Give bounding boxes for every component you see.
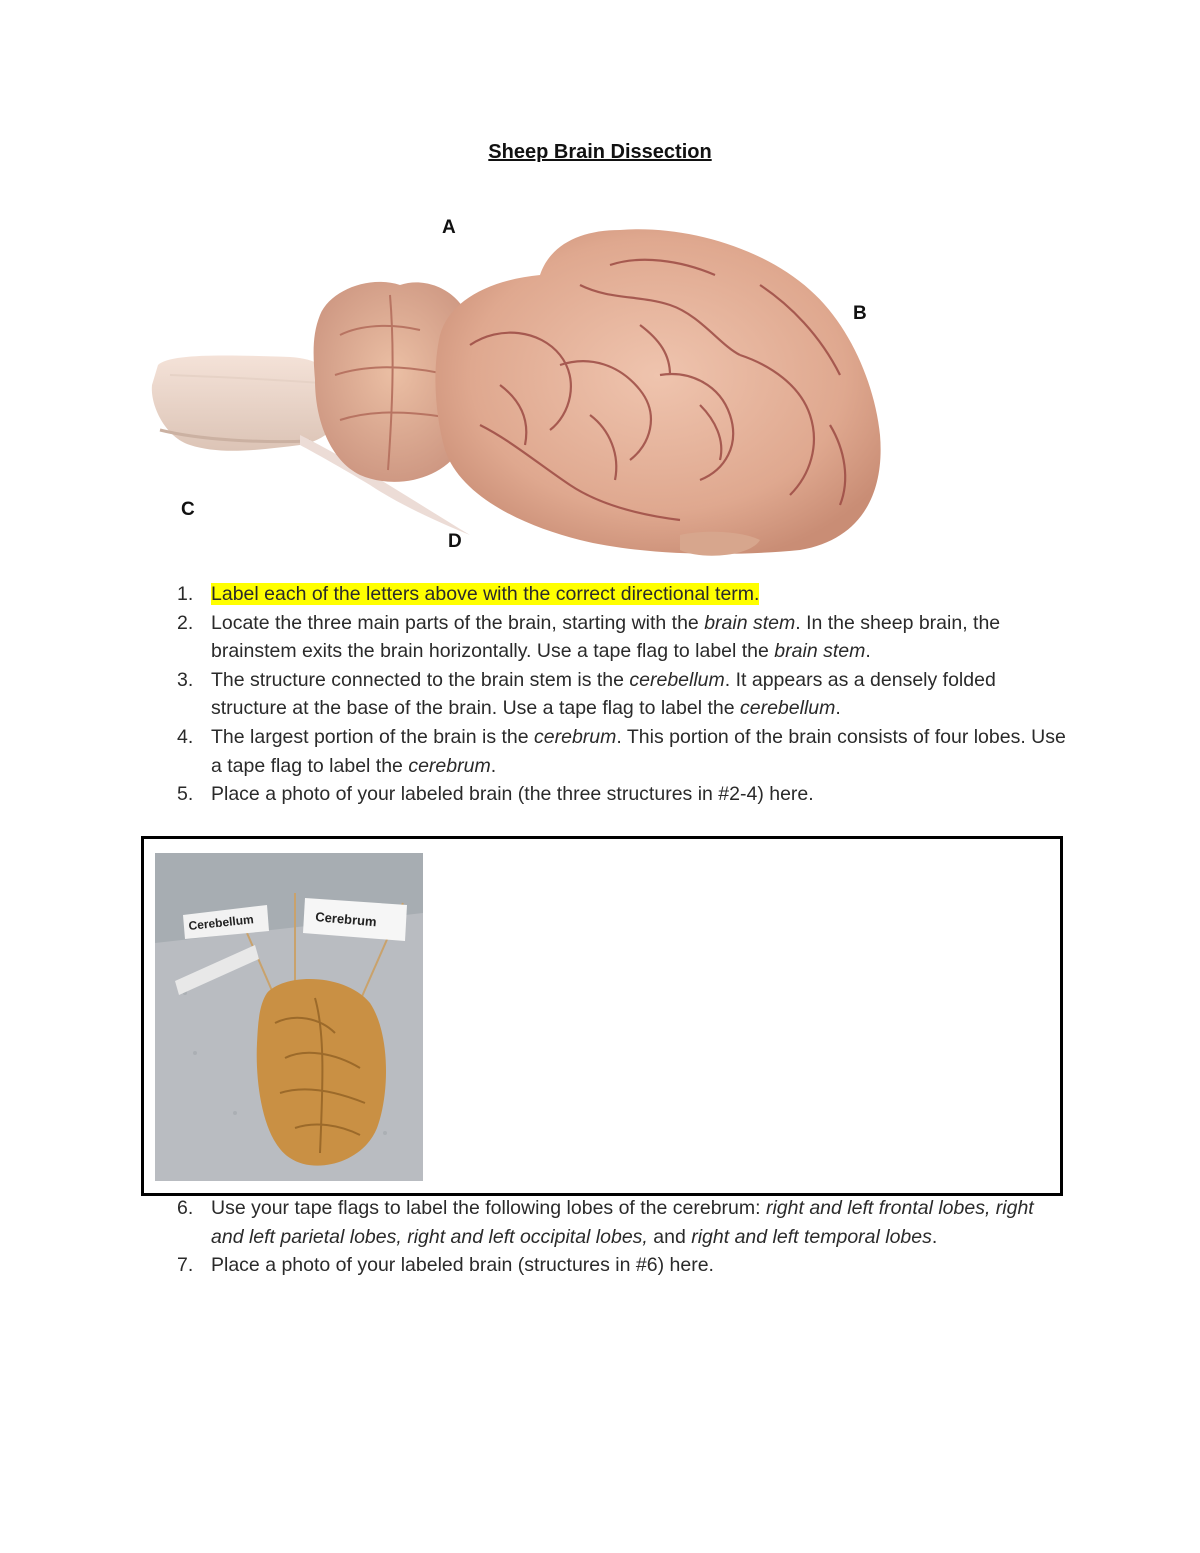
question-item <box>170 1251 1070 1280</box>
photo-answer-box <box>141 836 1063 1196</box>
question-item <box>170 780 1070 809</box>
question-number: 7. <box>177 1254 194 1277</box>
sheep-brain-figure <box>140 205 900 570</box>
label-c: C <box>181 499 195 520</box>
italic-term: brain stem <box>774 640 866 663</box>
question-text <box>211 669 996 720</box>
question-number: 1. <box>177 583 194 605</box>
italic-term: right and left frontal lobes, right and left parietal lobes, right and left occipital lobes, <box>211 1197 1034 1248</box>
question-number: 6. <box>177 1197 194 1219</box>
question-number: 4. <box>177 725 194 748</box>
flag-cerebellum-label: Cerebellum <box>187 912 255 933</box>
question-text <box>211 726 1066 777</box>
flag-cerebrum-label: Cerebrum <box>314 909 378 930</box>
cerebrum-shape <box>435 229 880 554</box>
text-segment: . <box>490 754 497 777</box>
text-segment: The structure connected to the brain stem is the <box>211 668 630 691</box>
label-d: D <box>448 531 462 552</box>
question-text <box>211 783 814 805</box>
text-segment: Place a photo of your labeled brain (structures in #6) here. <box>211 1254 714 1277</box>
text-segment: Place a photo of your labeled brain (the three structures in #2-4) here. <box>211 783 814 806</box>
italic-term: cerebellum <box>740 697 836 720</box>
text-segment: . In the sheep brain, the brainstem exits the brain horizontally. Use a tape flag to label the <box>211 611 1001 663</box>
text-segment: . <box>835 697 841 720</box>
question-item <box>170 666 1070 723</box>
question-text <box>211 612 1000 663</box>
highlighted-text <box>211 583 759 605</box>
text-segment: . This portion of the brain consists of four lobes. Use a tape flag to label the <box>211 725 1066 777</box>
document-title: Sheep Brain Dissection <box>488 141 712 163</box>
text-segment: . It appears as a densely folded structure at the base of the brain. Use a tape flag to label the <box>211 668 996 720</box>
question-item <box>170 580 1070 609</box>
text-segment: Locate the three main parts of the brain, starting with the <box>211 611 705 634</box>
italic-term: cerebrum <box>534 725 617 748</box>
labeled-brain-photo <box>155 853 423 1181</box>
question-text <box>211 1197 1034 1248</box>
label-a: A <box>442 217 456 238</box>
text-segment: and <box>647 1225 692 1248</box>
text-segment: . <box>931 1225 938 1248</box>
question-number: 5. <box>177 783 194 806</box>
text-segment: The largest portion of the brain is the <box>211 725 535 748</box>
question-item <box>170 609 1070 666</box>
brain-stem-shape <box>152 355 341 450</box>
label-b: B <box>853 303 867 324</box>
question-list-part2 <box>170 1194 1070 1280</box>
text-segment: Label each of the letters above with the correct directional term. <box>211 583 760 605</box>
text-segment: Use your tape flags to label the following lobes of the cerebrum: <box>211 1197 766 1219</box>
question-number: 3. <box>177 668 194 691</box>
question-text <box>211 1254 714 1276</box>
text-segment: . <box>865 640 871 663</box>
question-number: 2. <box>177 611 194 634</box>
italic-term: cerebellum <box>629 668 725 691</box>
italic-term: brain stem <box>704 611 796 634</box>
italic-term: right and left temporal lobes <box>691 1225 932 1248</box>
question-list-part1 <box>170 580 1070 809</box>
question-item <box>170 723 1070 780</box>
italic-term: cerebrum <box>408 754 491 777</box>
question-item <box>170 1194 1070 1251</box>
